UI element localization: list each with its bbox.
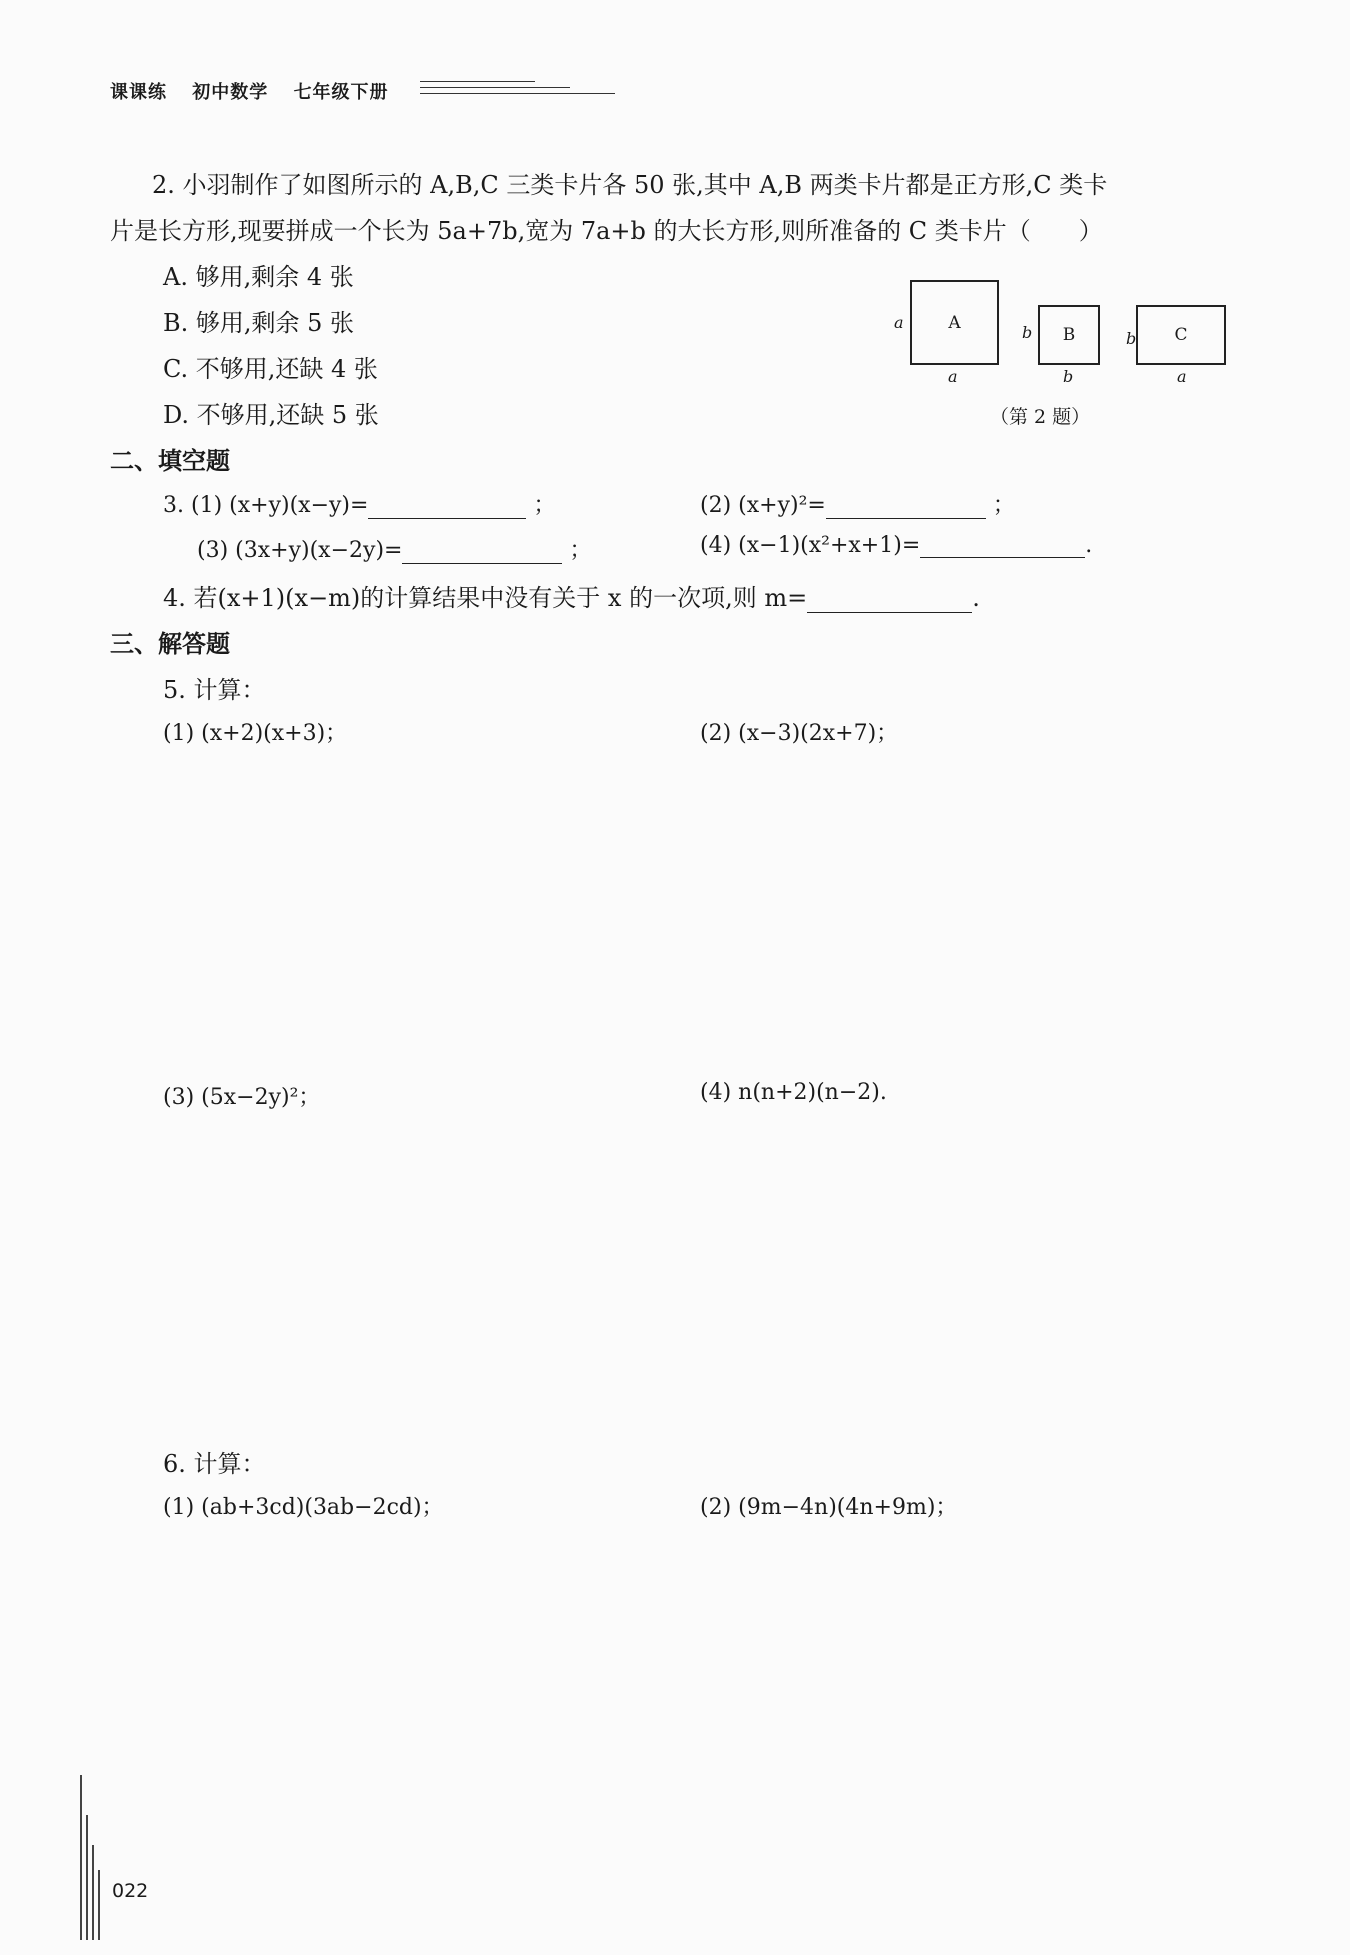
q6-part2: (2) (9m−4n)(4n+9m)； — [700, 1495, 958, 1520]
q2-option-c: C. 不够用,还缺 4 张 — [163, 355, 378, 383]
q5-part3: (3) (5x−2y)²； — [163, 1085, 321, 1110]
header-rule-3 — [420, 93, 615, 94]
q3-part4: (4) (x−1)(x²+x+1)= . — [700, 533, 1093, 558]
q3-part1: 3. (1) (x+y)(x−y)= ； — [163, 493, 556, 518]
q2-option-d: D. 不够用,还缺 5 张 — [163, 401, 379, 429]
margin-line-2 — [86, 1815, 88, 1940]
card-b-side-label: b — [1022, 323, 1033, 342]
page-number: 022 — [112, 1880, 149, 1902]
q3-part4-blank[interactable] — [920, 535, 1085, 558]
header-rule-2 — [420, 87, 570, 88]
margin-line-4 — [98, 1870, 100, 1940]
q2-line1: 2. 小羽制作了如图所示的 A,B,C 三类卡片各 50 张,其中 A,B 两类卡片都是正方形,C 类卡 — [152, 171, 1108, 199]
q3-part2-blank[interactable] — [826, 496, 986, 519]
section-fill-in-title: 二、填空题 — [110, 447, 230, 475]
figure-caption: （第 2 题） — [990, 406, 1091, 428]
q3-part3-blank[interactable] — [402, 541, 562, 564]
q6-part1: (1) (ab+3cd)(3ab−2cd)； — [163, 1495, 444, 1520]
card-c-side-label: b — [1126, 329, 1137, 348]
q2-option-a: A. 够用,剩余 4 张 — [163, 263, 354, 291]
margin-line-3 — [92, 1845, 94, 1940]
card-c-bottom-label: a — [1177, 367, 1187, 386]
q4: 4. 若(x+1)(x−m)的计算结果中没有关于 x 的一次项,则 m= . — [163, 584, 980, 612]
q3-part2: (2) (x+y)²= ； — [700, 493, 1015, 518]
margin-line-1 — [80, 1775, 82, 1940]
card-b-bottom-label: b — [1063, 367, 1074, 386]
q5-part4: (4) n(n+2)(n−2). — [700, 1080, 887, 1105]
header-rule-1 — [420, 81, 535, 82]
page-header — [110, 78, 407, 104]
q3-part3: (3) (3x+y)(x−2y)= ； — [197, 538, 592, 563]
header-series: 课课练 — [110, 82, 167, 103]
q3-part1-blank[interactable] — [368, 496, 526, 519]
card-a: A — [910, 280, 999, 365]
card-a-side-label: a — [894, 313, 904, 332]
q2-line2: 片是长方形,现要拼成一个长为 5a+7b,宽为 7a+b 的大长方形,则所准备的 C 类卡片（ ） — [110, 217, 1103, 245]
q5-part2: (2) (x−3)(2x+7)； — [700, 721, 899, 746]
q6-title: 6. 计算： — [163, 1450, 266, 1478]
q5-part1: (1) (x+2)(x+3)； — [163, 721, 348, 746]
card-b: B — [1038, 305, 1100, 365]
card-c: C — [1136, 305, 1226, 365]
q5-title: 5. 计算： — [163, 676, 266, 704]
header-subject: 初中数学 — [192, 82, 269, 103]
card-a-bottom-label: a — [948, 367, 958, 386]
q4-blank[interactable] — [807, 590, 972, 613]
section-answer-title: 三、解答题 — [110, 630, 230, 658]
q2-option-b: B. 够用,剩余 5 张 — [163, 309, 355, 337]
header-grade: 七年级下册 — [293, 82, 389, 103]
